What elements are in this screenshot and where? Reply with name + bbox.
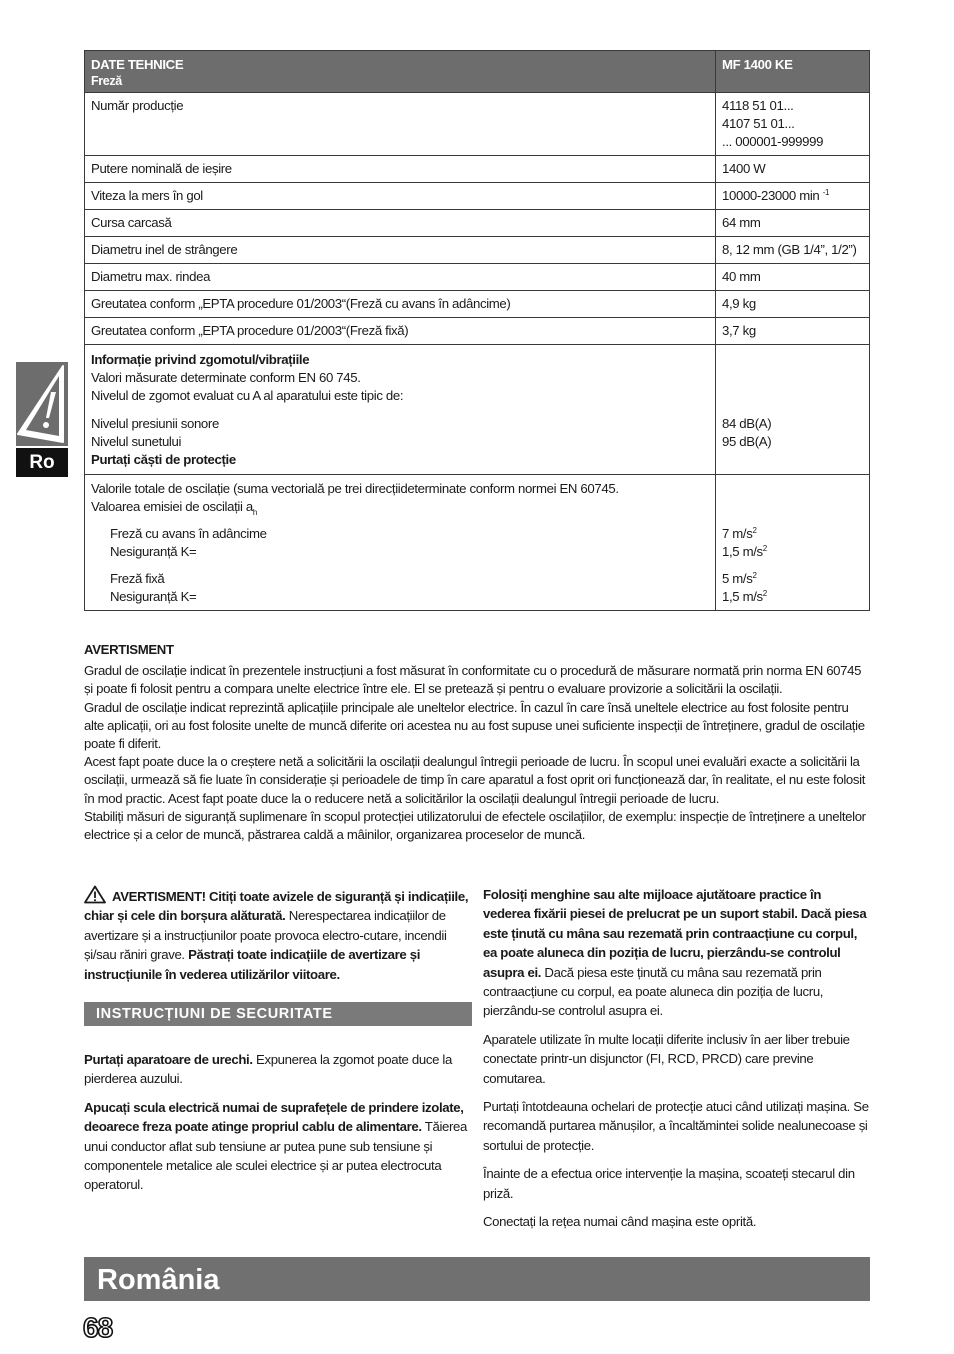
row-label: Diametru inel de strângere	[85, 237, 716, 264]
safety-paragraph: Conectați la rețea numai când mașina este oprită.	[483, 1214, 757, 1230]
vibration-label-cell	[85, 475, 716, 611]
sound-pressure-label: Nivelul presiunii sonore	[91, 416, 219, 431]
footer-language-bar: România	[84, 1257, 870, 1301]
value-sup: 2	[762, 589, 767, 598]
row-label: Viteza la mers în gol	[85, 183, 716, 210]
table-row	[85, 210, 870, 237]
uncertainty-label: Nesiguranță K=	[110, 589, 197, 604]
safety-paragraph: Înainte de a efectua orice intervenție la mașina, scoateți stecarul din priză.	[483, 1166, 855, 1201]
value-text: 1,5 m/s	[722, 589, 763, 604]
row-value: 4,9 kg	[716, 291, 870, 318]
vibration-line: Valorile totale de oscilație (suma vectorială pe trei direcțiideterminate conform normei EN 60745.	[91, 481, 619, 496]
value-sup: 2	[752, 526, 757, 535]
safety-paragraph	[84, 1050, 472, 1089]
sound-power-label: Nivelul sunetului	[91, 434, 182, 449]
value-sup: 2	[762, 544, 767, 553]
safety-paragraph	[483, 885, 871, 1021]
row-value: 3,7 kg	[716, 318, 870, 345]
table-row	[85, 318, 870, 345]
warning-paragraph: Acest fapt poate duce la o creștere netă a solicitării la oscilații dealungul întregii perioade de lucru. În scopul unei evaluări exacte a solicitării la oscilații, urmează să fie luate în considerație și perioadele de timp în care aparatul a fost oprit ori funcționează dar, în realitate, el nu este folosit în mod practic. Acest fapt poate duce la o reducere netă a solicitărilor la oscilații dealungul întregii perioade de lucru.	[84, 754, 866, 806]
row-label: Greutatea conform „EPTA procedure 01/2003“(Freză fixă)	[85, 318, 716, 345]
row-value	[716, 183, 870, 210]
row-label: Greutatea conform „EPTA procedure 01/2003“(Freză cu avans în adâncime)	[85, 291, 716, 318]
safety-text: Tăierea unui conductor aflat sub tensiune ar putea pune sub tensiune și componentele metalice ale sculei electrice și ar putea electrocuta operatorul.	[84, 1119, 468, 1193]
vibration-line-text: Valoarea emisiei de oscilații a	[91, 499, 253, 514]
vibration-sub: h	[252, 508, 258, 517]
plunge-value	[722, 525, 863, 543]
noise-line: Valori măsurate determinate conform EN 60 745.	[91, 370, 361, 385]
fixed-value	[722, 570, 863, 588]
warning-title: AVERTISMENT	[84, 642, 174, 657]
ear-protection-label: Purtați căști de protecție	[91, 452, 236, 467]
vibration-warning-block	[84, 641, 870, 844]
row-value: 40 mm	[716, 264, 870, 291]
warning-triangle-icon	[16, 362, 68, 446]
noise-label-cell	[85, 345, 716, 475]
table-header-row	[85, 51, 870, 93]
table-header-label	[85, 51, 716, 93]
table-row	[85, 156, 870, 183]
safety-bold: Purtați aparatoare de urechi.	[84, 1052, 253, 1068]
table-row	[85, 264, 870, 291]
section-title-bar: INSTRUCȚIUNI DE SECURITATE	[84, 1002, 472, 1026]
value-text: 7 m/s	[722, 526, 753, 541]
row-label: Putere nominală de ieșire	[85, 156, 716, 183]
page-number: 68	[83, 1312, 113, 1343]
language-side-tab	[16, 362, 68, 477]
uncertainty-label: Nesiguranță K=	[110, 544, 197, 559]
row-value: 64 mm	[716, 210, 870, 237]
row-label: Cursa carcasă	[85, 210, 716, 237]
row-value-text: 10000-23000 min	[722, 188, 820, 203]
header-subtitle: Freză	[91, 74, 122, 88]
table-header-model: MF 1400 KE	[716, 51, 870, 93]
table-row	[85, 237, 870, 264]
language-code: Ro	[16, 448, 68, 477]
tech-spec-table	[84, 50, 870, 611]
table-row	[85, 93, 870, 156]
row-value-line: ... 000001-999999	[722, 134, 824, 149]
plunge-label: Freză cu avans în adâncime	[110, 526, 267, 541]
warning-tab-box	[16, 362, 68, 446]
plunge-uncertainty	[722, 543, 863, 561]
left-column	[84, 885, 472, 1204]
fixed-label: Freză fixă	[110, 571, 165, 586]
right-column	[483, 885, 871, 1241]
alert-bold-text-2: Păstrați toate indicațiile de avertizare și instrucțiunile în vederea utilizărilor viitoare.	[84, 947, 421, 982]
value-text: 5 m/s	[722, 571, 753, 586]
warning-paragraph: Gradul de oscilație indicat în prezentele instrucțiuni a fost măsurat în conformitate cu o procedură de măsurare normată prin norma EN 60745 și poate fi folosit pentru a compara unelte electrice între ele. El se pretează și pentru o evaluare provizorie a solicitării la oscilații.	[84, 663, 862, 697]
alert-text: Nerespectarea indicațiilor de avertizare și a instrucțiunilor poate provoca electro-cutare, incendii și/sau răniri grave.	[84, 908, 447, 963]
noise-value-cell	[716, 345, 870, 475]
safety-paragraph: Aparatele utilizate în multe locații diferite inclusiv în aer liber trebuie conectate printr-un disjunctor (FI, RCD, PRCD) care previne comutarea.	[483, 1031, 850, 1086]
table-row	[85, 291, 870, 318]
row-label: Diametru max. rindea	[85, 264, 716, 291]
row-value: 8, 12 mm (GB 1/4”, 1/2”)	[716, 237, 870, 264]
row-value	[716, 93, 870, 156]
warning-paragraph: Stabiliți măsuri de siguranță suplimenare în scopul protecției utilizatorului de efectele oscilațiilor, de exemplu: inspecție de întreținere a uneltelor electrice și a celor de muncă, păstrarea caldă a mâinilor, organizarea proceselor de muncă.	[84, 808, 866, 843]
safety-text: Expunerea la zgomot poate duce la pierderea auzului.	[84, 1052, 452, 1087]
safety-paragraph	[84, 1098, 472, 1195]
value-text: 1,5 m/s	[722, 544, 763, 559]
safety-alert-paragraph	[84, 885, 472, 984]
sound-power-value: 95 dB(A)	[722, 434, 772, 449]
row-value-line: 4118 51 01...	[722, 98, 794, 113]
vibration-value-cell	[716, 475, 870, 611]
row-value-sup: -1	[822, 188, 830, 197]
header-title: DATE TEHNICE	[91, 57, 184, 72]
vibration-row	[85, 475, 870, 611]
noise-title: Informație privind zgomotul/vibrațiile	[91, 352, 310, 367]
alert-triangle-icon	[84, 885, 106, 904]
safety-bold: Folosiți menghine sau alte mijloace ajutătoare practice în vederea fixării piesei de prelucrat pe un suport stabil. Dacă piesa este ținută cu mâna sau rezemată prin contraacțiune cu corpul, ea poate aluneca din poziția de lucru, pierzându-se controlul asupra ei.	[483, 887, 867, 980]
safety-bold: Apucați scula electrică numai de suprafețele de prindere izolate, deoarece freza poate atinge propriul cablu de alimentare.	[84, 1099, 464, 1135]
safety-paragraph: Purtați întotdeauna ochelari de protecție atuci când utilizați mașina. Se recomandă purtarea mănușilor, a încaltămintei solide nealunecoase și sortului de protecție.	[483, 1099, 869, 1153]
row-value: 1400 W	[716, 156, 870, 183]
alert-bold-text: AVERTISMENT! Citiți toate avizele de siguranță și indicațiile, chiar și cele din borșura alăturată.	[84, 889, 469, 924]
noise-row	[85, 345, 870, 475]
sound-pressure-value: 84 dB(A)	[722, 416, 772, 431]
row-value-line: 4107 51 01...	[722, 116, 795, 131]
fixed-uncertainty	[722, 588, 863, 606]
vibration-line	[91, 498, 709, 516]
table-row	[85, 183, 870, 210]
noise-line: Nivelul de zgomot evaluat cu A al aparatului este tipic de:	[91, 388, 404, 403]
value-sup: 2	[752, 571, 757, 580]
warning-paragraph: Gradul de oscilație indicat reprezintă aplicațiile principale ale uneltelor electrice. În cazul în care însă uneltele electrice au fost folosite pentru alte aplicații, ori au fost folosite unelte de muncă diferite ori acestea nu au fost supuse unei suficiente inspecții de întreținere, gradul de oscilație poate fi diferit.	[84, 699, 865, 752]
safety-text: Dacă piesa este ținută cu mâna sau rezemată prin contraacțiune cu corpul, ea poate aluneca din poziția de lucru, pierzându-se controlul asupra ei.	[483, 964, 824, 1019]
row-label: Număr producție	[85, 93, 716, 156]
